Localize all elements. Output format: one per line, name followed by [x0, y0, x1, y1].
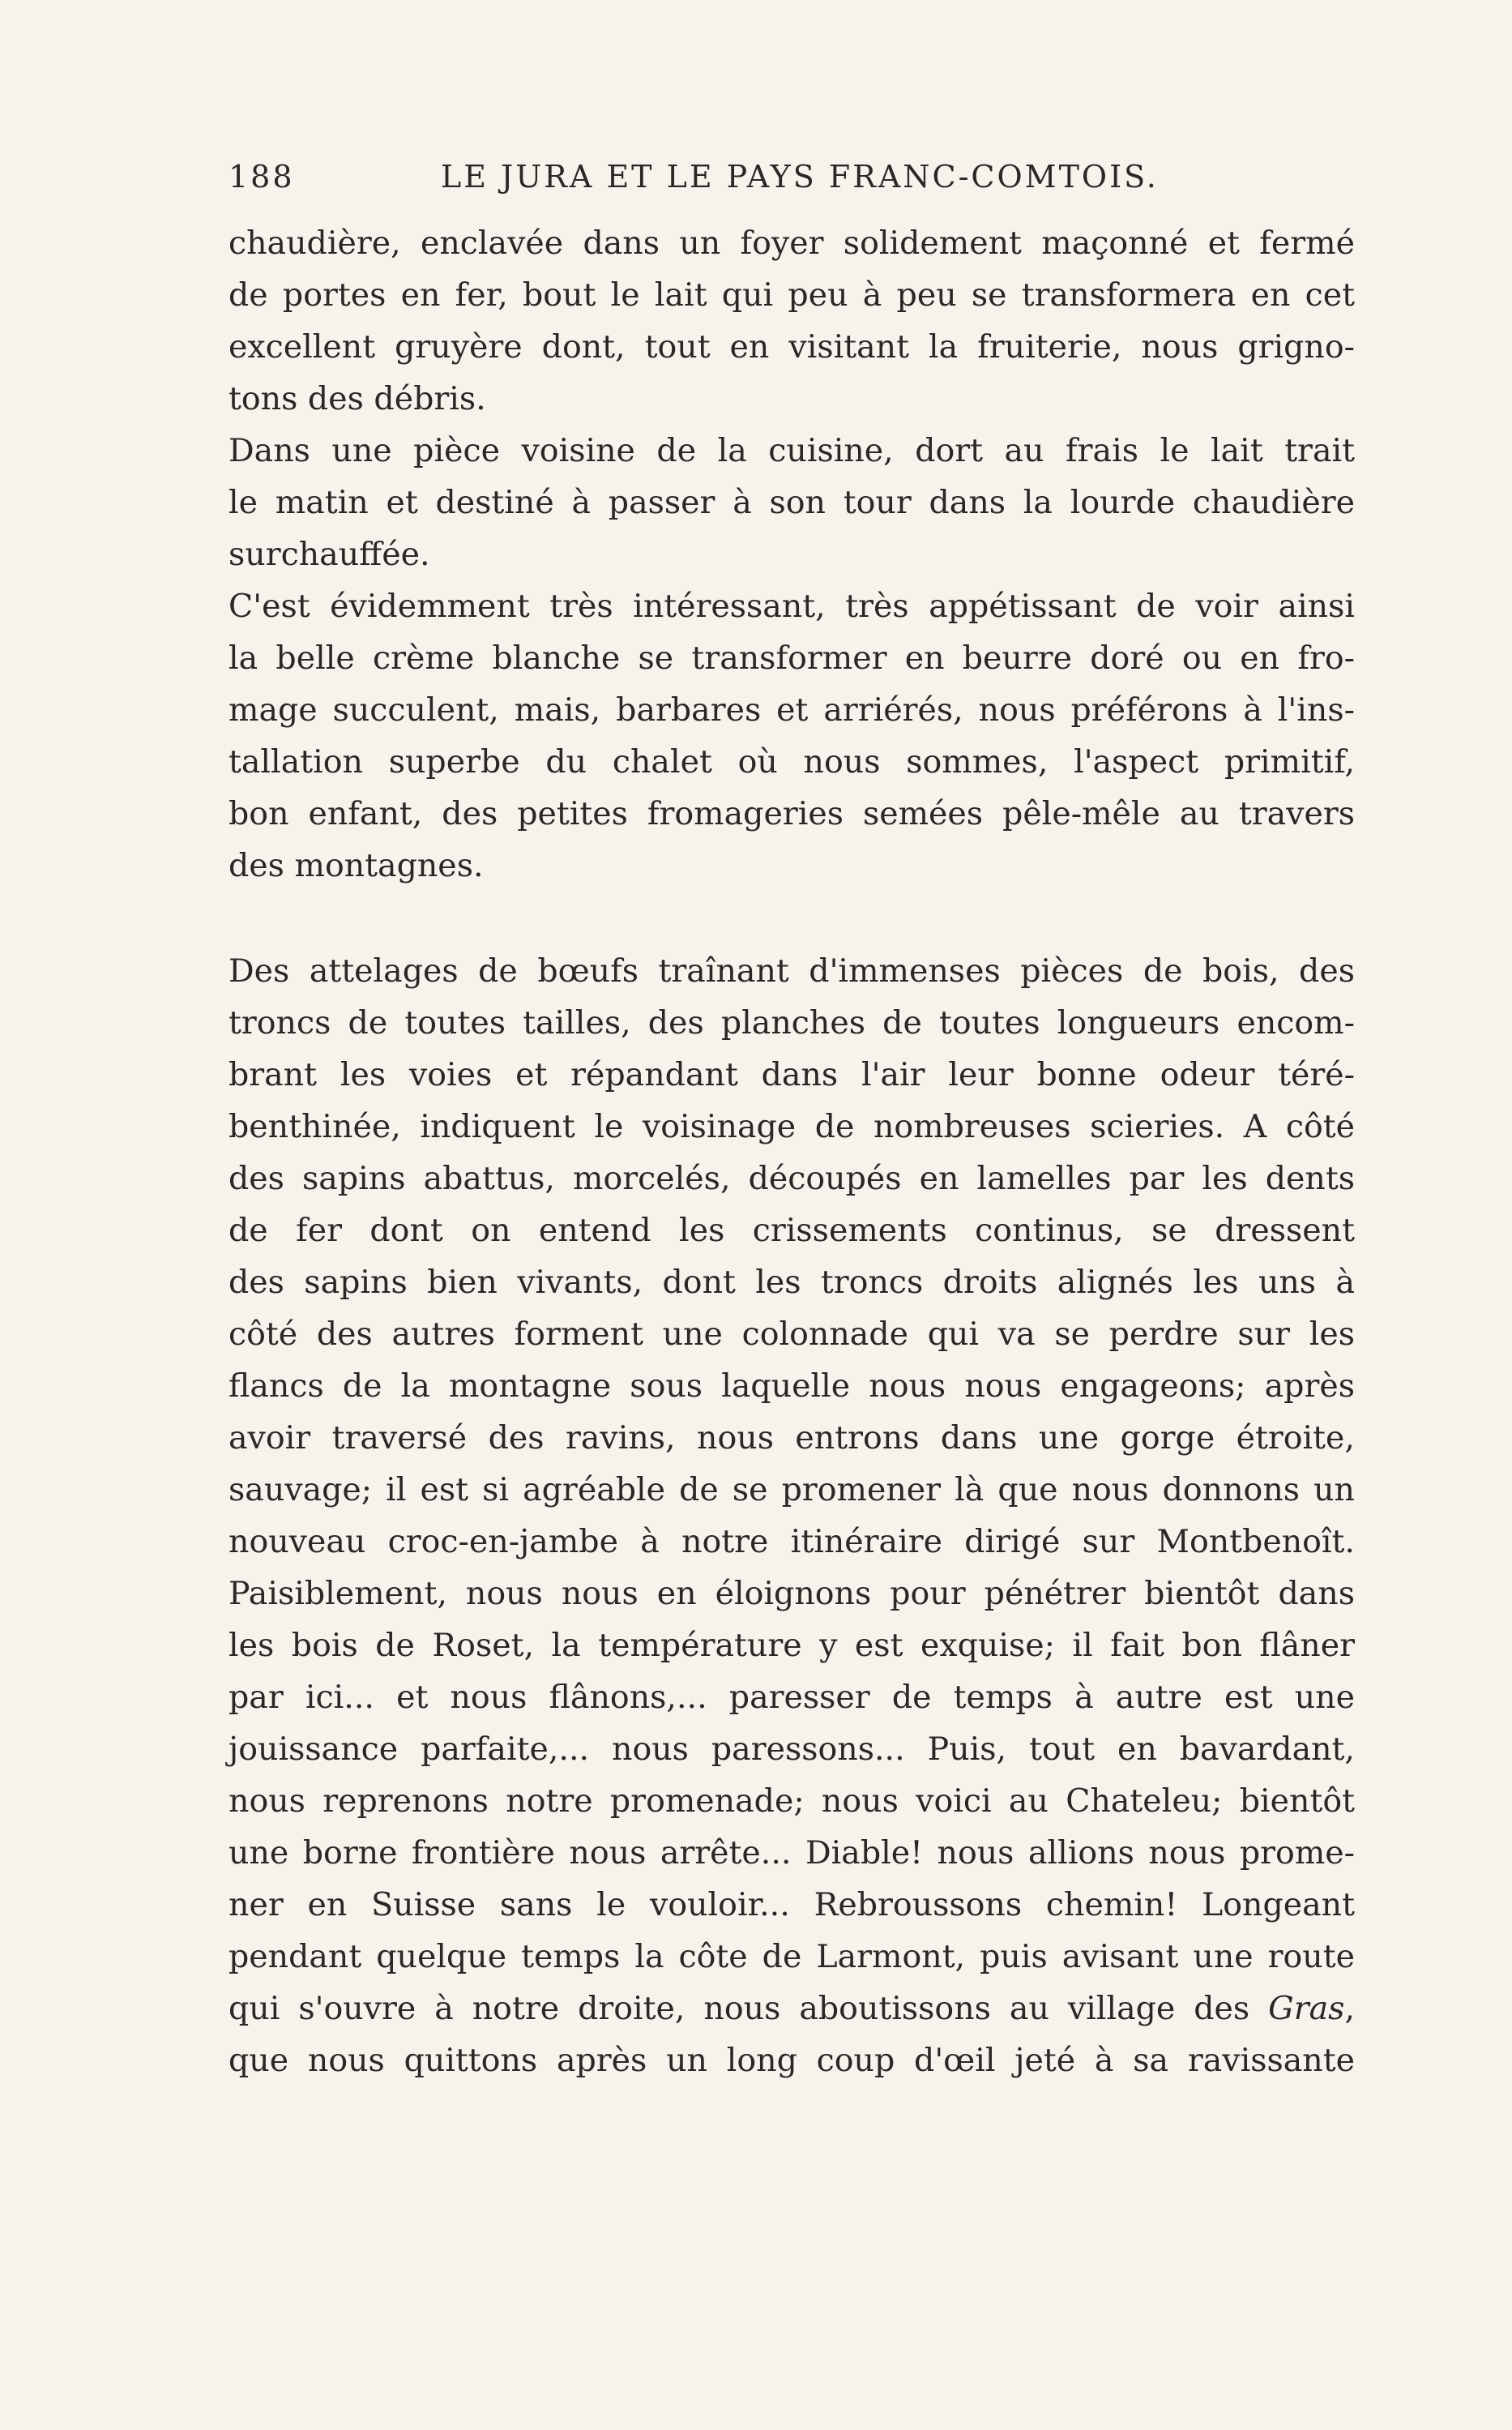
text-line: jouissance parfaite,... nous paressons... Puis, tout en bavardant, [229, 1731, 1355, 1768]
text-line: mage succulent, mais, barbares et arriérés, nous préférons à l'ins- [229, 691, 1355, 729]
text-line: de fer dont on entend les crissements continus, se dressent [229, 1212, 1355, 1249]
text-line: C'est évidemment très intéressant, très appétissant de voir ainsi [229, 588, 1355, 625]
paragraph-4 [229, 945, 1355, 2086]
running-title: LE JURA ET LE PAYS FRANC-COMTOIS. [441, 159, 1159, 195]
paragraph-1 [229, 217, 1355, 425]
text-line: Des attelages de bœufs traînant d'immenses pièces de bois, des [229, 952, 1355, 990]
text-line: des montagnes. [229, 847, 484, 884]
text-line: que nous quittons après un long coup d'œil jeté à sa ravissante [229, 2042, 1355, 2079]
text-line: benthinée, indiquent le voisinage de nombreuses scieries. A côté [229, 1108, 1355, 1145]
text-line: avoir traversé des ravins, nous entrons dans une gorge étroite, [229, 1419, 1355, 1457]
body-text [229, 217, 1355, 2086]
text-line: des sapins abattus, morcelés, découpés en lamelles par les dents [229, 1160, 1355, 1197]
running-header [229, 159, 1355, 199]
text-line: des sapins bien vivants, dont les troncs droits alignés les uns à [229, 1264, 1355, 1301]
text-line: Paisiblement, nous nous en éloignons pour pénétrer bientôt dans [229, 1575, 1355, 1612]
text-line: excellent gruyère dont, tout en visitant la fruiterie, nous grigno- [229, 328, 1355, 366]
text-line: flancs de la montagne sous laquelle nous nous engageons; après [229, 1367, 1355, 1405]
text-line: la belle crème blanche se transformer en beurre doré ou en fro- [229, 640, 1355, 677]
place-name-italic: Gras [1268, 1990, 1345, 2027]
text-line: chaudière, enclavée dans un foyer solidement maçonné et fermé [229, 225, 1355, 262]
text-line: les bois de Roset, la température y est exquise; il fait bon flâner [229, 1627, 1355, 1664]
text-line: bon enfant, des petites fromageries semées pêle-mêle au travers [229, 795, 1355, 832]
paragraph-2 [229, 425, 1355, 580]
text-line: Dans une pièce voisine de la cuisine, dort au frais le lait trait [229, 432, 1355, 469]
text-run: qui s'ouvre à notre droite, nous aboutissons au village des [229, 1990, 1269, 2027]
section-gap [229, 892, 1355, 945]
text-line: pendant quelque temps la côte de Larmont, puis avisant une route [229, 1938, 1355, 1975]
text-line: ner en Suisse sans le vouloir... Rebroussons chemin! Longeant [229, 1886, 1355, 1923]
text-line: surchauffée. [229, 536, 430, 573]
text-line: par ici... et nous flânons,... paresser de temps à autre est une [229, 1679, 1355, 1716]
text-line: sauvage; il est si agréable de se promener là que nous donnons un [229, 1471, 1355, 1508]
text-line: tallation superbe du chalet où nous sommes, l'aspect primitif, [229, 743, 1355, 781]
text-line: brant les voies et répandant dans l'air leur bonne odeur téré- [229, 1056, 1355, 1093]
text-line: nouveau croc-en-jambe à notre itinéraire dirigé sur Montbenoît. [229, 1523, 1355, 1560]
text-run: , [1344, 1990, 1355, 2027]
page-number: 188 [229, 159, 295, 195]
text-line: le matin et destiné à passer à son tour dans la lourde chaudière [229, 484, 1355, 521]
text-line: de portes en fer, bout le lait qui peu à peu se transformera en cet [229, 276, 1355, 314]
paragraph-3 [229, 580, 1355, 892]
text-line: une borne frontière nous arrête... Diable! nous allions nous prome- [229, 1834, 1355, 1872]
text-line: troncs de toutes tailles, des planches de toutes longueurs encom- [229, 1004, 1355, 1042]
text-line: côté des autres forment une colonnade qui va se perdre sur les [229, 1316, 1355, 1353]
text-line: tons des débris. [229, 380, 486, 417]
text-line [229, 1983, 1355, 2034]
text-line: nous reprenons notre promenade; nous voici au Chateleu; bientôt [229, 1782, 1355, 1820]
